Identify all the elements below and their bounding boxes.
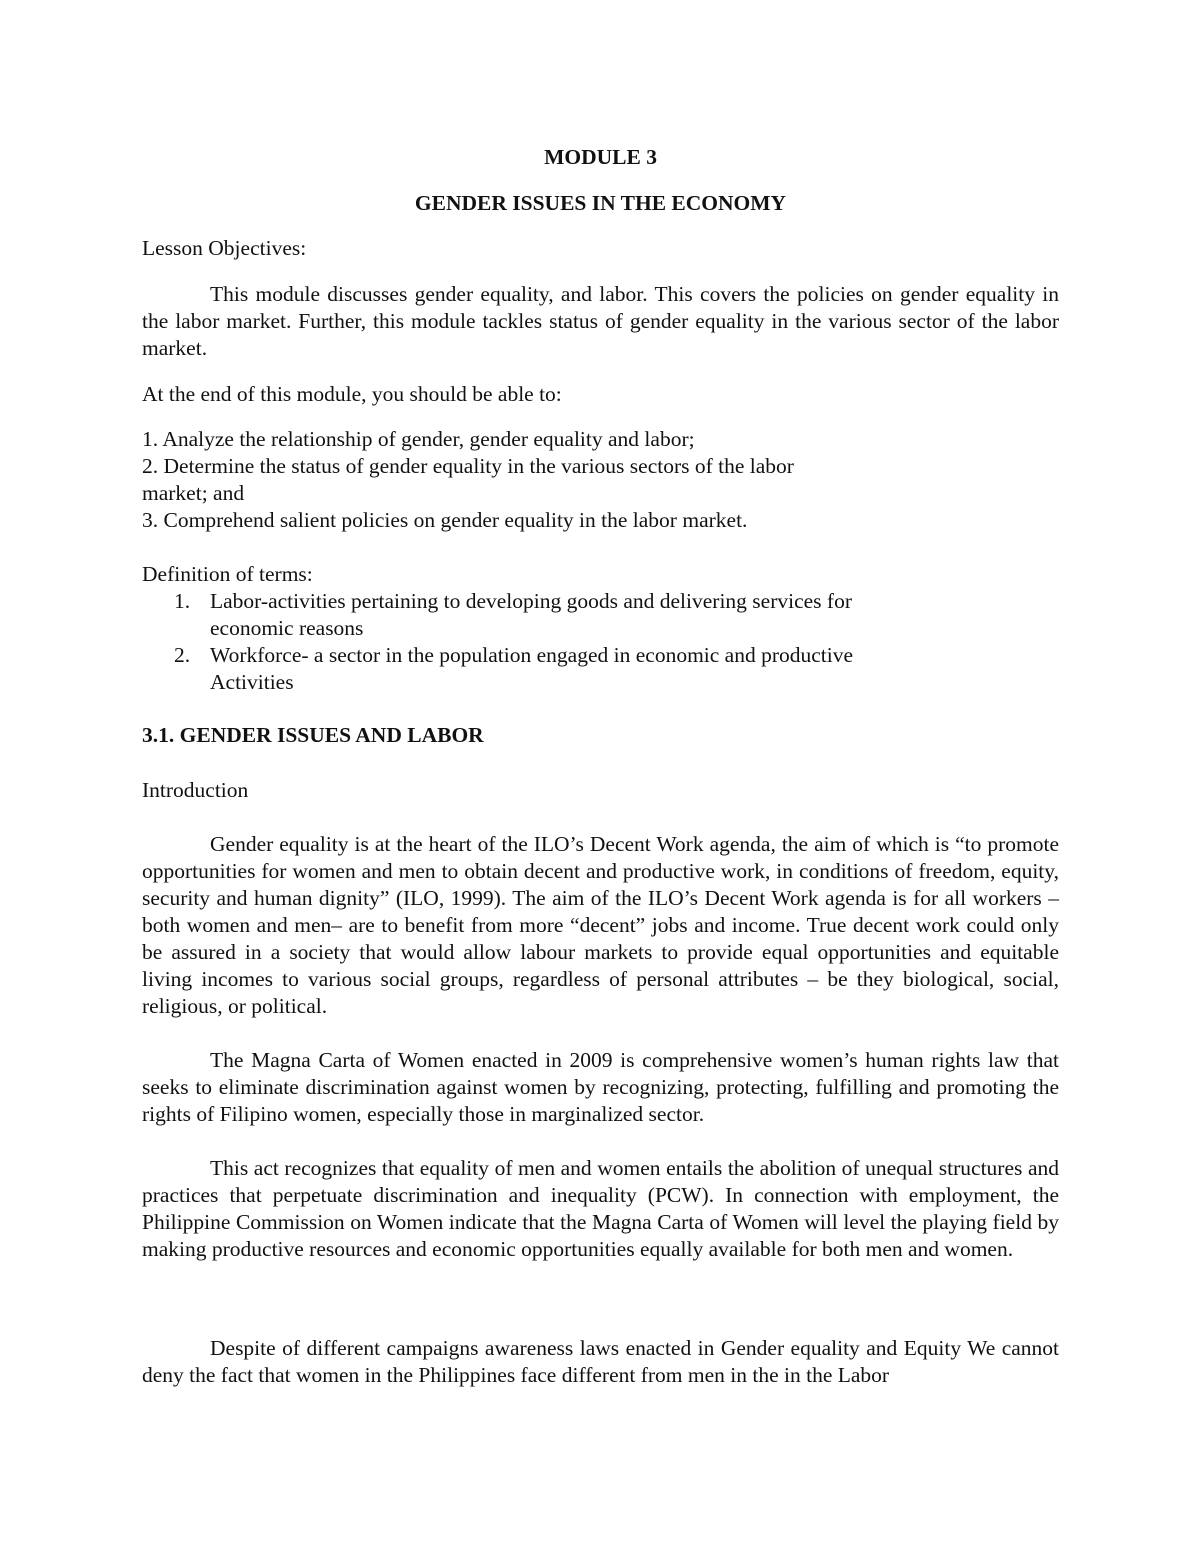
body-paragraph: The Magna Carta of Women enacted in 2009 is comprehensive women’s human rights law that seeks to eliminate discrimination against women by recognizing, protecting, fulfilling and promoting the rights of Filipino women, especially those in marginalized sector. bbox=[142, 1048, 1059, 1126]
definitions-label: Definition of terms: bbox=[142, 562, 313, 586]
objective-item: market; and bbox=[142, 481, 245, 505]
body-paragraph: This act recognizes that equality of men and women entails the abolition of unequal structures and practices that perpetuate discrimination and inequality (PCW). In connection with employment, the Philippine Commission on Women indicate that the Magna Carta of Women will level the playing field by making productive resources and economic opportunities equally available for both men and women. bbox=[142, 1156, 1059, 1261]
definition-line: economic reasons bbox=[210, 616, 364, 640]
section-heading: 3.1. GENDER ISSUES AND LABOR bbox=[142, 723, 484, 747]
objective-item: 1. Analyze the relationship of gender, gender equality and labor; bbox=[142, 427, 695, 451]
introduction-label: Introduction bbox=[142, 778, 249, 802]
module-subtitle: GENDER ISSUES IN THE ECONOMY bbox=[414, 191, 787, 215]
definition-number: 2. bbox=[174, 643, 191, 667]
body-paragraph: Gender equality is at the heart of the ILO’s Decent Work agenda, the aim of which is “to promote opportunities for women and men to obtain decent and productive work, in conditions of freedom, equity, security and human dignity” (ILO, 1999). The aim of the ILO’s Decent Work agenda is for all workers –both women and men– are to benefit from more “decent” jobs and income. True decent work could only be assured in a society that would allow labour markets to provide equal opportunities and equitable living incomes to various social groups, regardless of personal attributes – be they biological, social, religious, or political. bbox=[142, 832, 1059, 1018]
definition-number: 1. bbox=[174, 589, 191, 613]
end-of-module-label: At the end of this module, you should be able to: bbox=[142, 382, 562, 406]
module-title: MODULE 3 bbox=[544, 145, 657, 169]
intro-paragraph: This module discusses gender equality, and labor. This covers the policies on gender equality in the labor market. Further, this module tackles status of gender equality in the various sector of the labor market. bbox=[142, 282, 1059, 360]
objective-item: 2. Determine the status of gender equality in the various sectors of the labor bbox=[142, 454, 794, 478]
objective-item: 3. Comprehend salient policies on gender equality in the labor market. bbox=[142, 508, 748, 532]
lesson-objectives-label: Lesson Objectives: bbox=[142, 236, 307, 260]
definition-line: Activities bbox=[210, 670, 294, 694]
definition-line: Workforce- a sector in the population engaged in economic and productive bbox=[210, 643, 854, 667]
definition-line: Labor-activities pertaining to developing goods and delivering services for bbox=[210, 589, 852, 613]
body-paragraph: Despite of different campaigns awareness laws enacted in Gender equality and Equity We cannot deny the fact that women in the Philippines face different from men in the in the Labor bbox=[142, 1336, 1059, 1387]
